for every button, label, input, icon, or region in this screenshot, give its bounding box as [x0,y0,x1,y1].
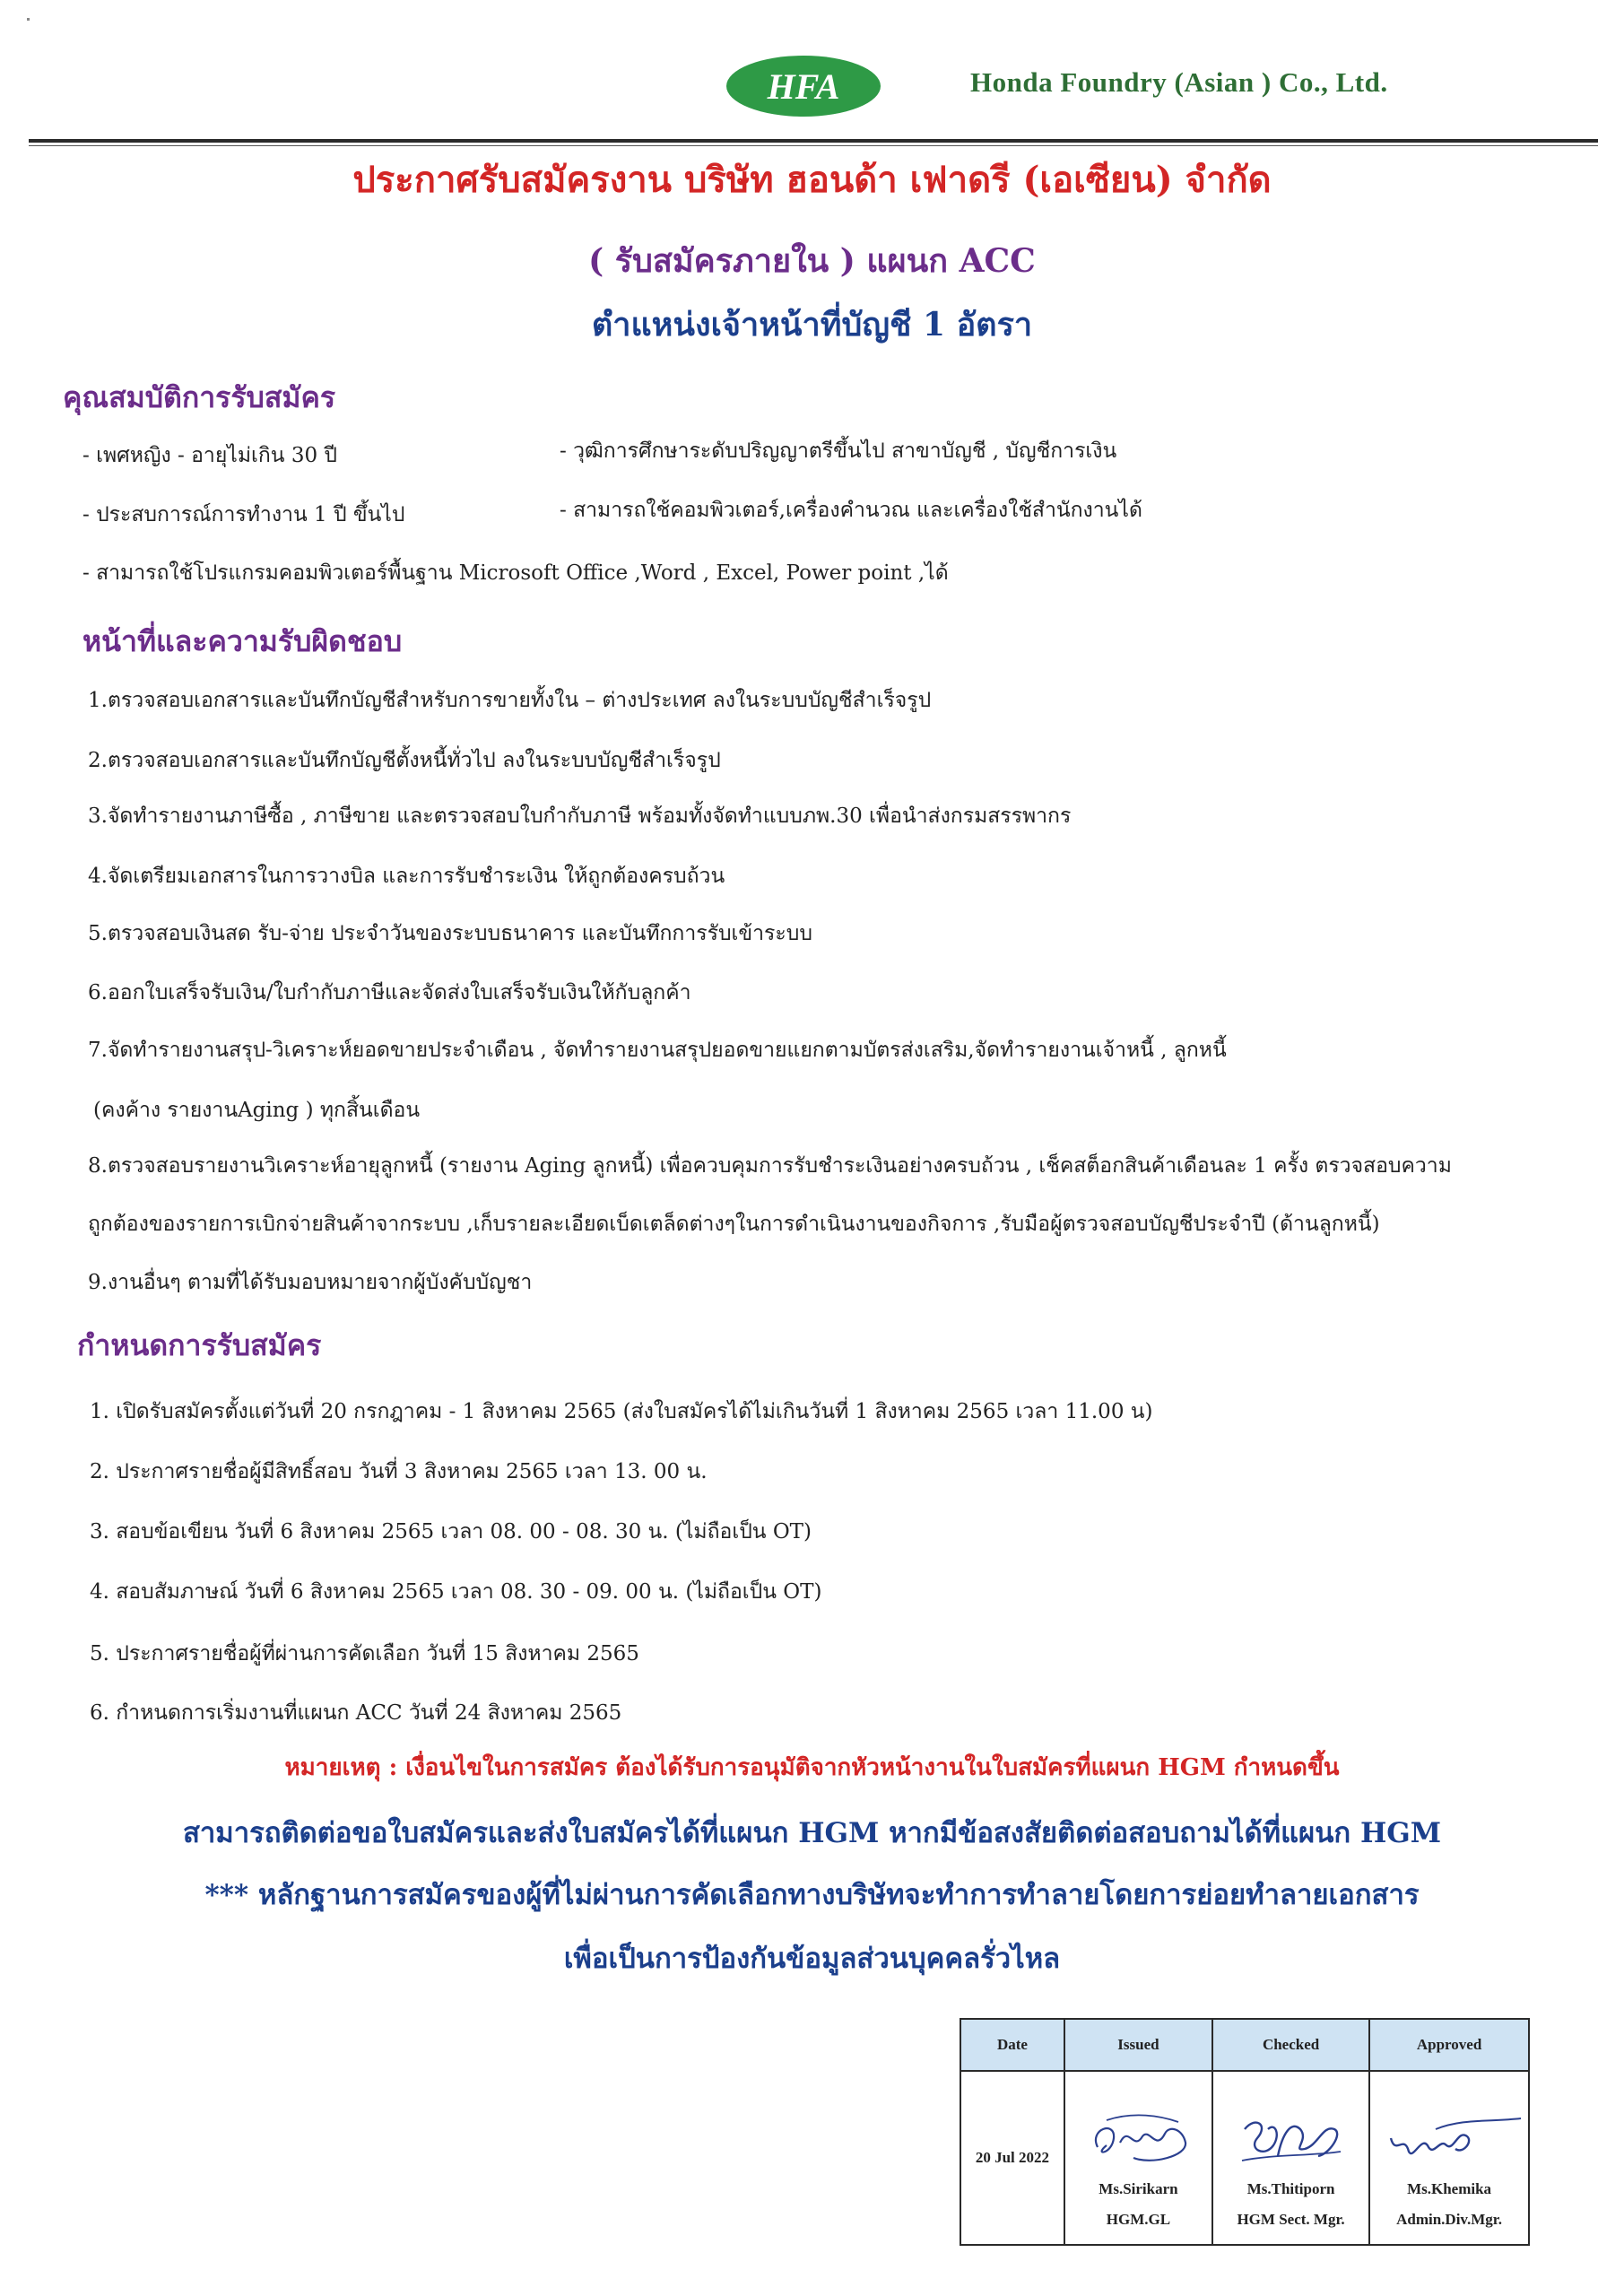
duty-item: 2.ตรวจสอบเอกสารและบันทึกบัญชีตั้งหนี้ทั่วไป ลงในระบบบัญชีสำเร็จรูป [88,749,721,772]
company-name: Honda Foundry (Asian ) Co., Ltd. [970,66,1388,98]
qualification-item: - ประสบการณ์การทำงาน 1 ปี ขึ้นไป [83,503,405,526]
duty-item-continued: (คงค้าง รายงานAging ) ทุกสิ้นเดือน [93,1099,421,1122]
header-rule [29,139,1598,143]
privacy-line: เพื่อเป็นการป้องกันข้อมูลส่วนบุคคลรั่วไหล [563,1943,1061,1975]
scan-mark [27,18,30,21]
duty-item: 7.จัดทำรายงานสรุป-วิเคราะห์ยอดขายประจำเดือน , จัดทำรายงานสรุปยอดขายแยกตามบัตรส่งเสริม,จัดทำรายงานเจ้าหนี้ , ลูกหนี้ [88,1039,1227,1062]
header-approved: Approved [1369,2019,1529,2071]
qualifications-heading: คุณสมบัติการรับสมัคร [63,380,336,414]
duty-item: 6.ออกใบเสร็จรับเงิน/ใบกำกับภาษีและจัดส่งใบเสร็จรับเงินให้กับลูกค้า [88,981,691,1004]
issued-cell [1064,2071,1212,2245]
duty-item: 9.งานอื่นๆ ตามที่ได้รับมอบหมายจากผู้บังคับบัญชา [88,1271,533,1294]
announcement-title: ประกาศรับสมัครงาน บริษัท ฮอนด้า เฟาดรี (เอเซียน) จำกัด [352,159,1272,201]
contact-line: สามารถติดต่อขอใบสมัครและส่งใบสมัครได้ที่แผนก HGM หากมีข้อสงสัยติดต่อสอบถามได้ที่แผนก HGM [182,1817,1442,1849]
qualification-item: - สามารถใช้โปรแกรมคอมพิวเตอร์พื้นฐาน Microsoft Office ,Word , Excel, Power point ,ได้ [83,561,949,585]
privacy-line: *** หลักฐานการสมัครของผู้ที่ไม่ผ่านการคัดเลือกทางบริษัทจะทำการทำลายโดยการย่อยทำลายเอกสาร [204,1879,1420,1911]
logo-text: HFA [767,66,840,107]
checked-signature [1213,2072,1368,2174]
duty-item: 1.ตรวจสอบเอกสารและบันทึกบัญชีสำหรับการขายทั้งใน – ต่างประเทศ ลงในระบบบัญชีสำเร็จรูป [88,689,932,712]
schedule-item: 6. กำหนดการเริ่มงานที่แผนก ACC วันที่ 24 สิงหาคม 2565 [90,1701,622,1725]
schedule-heading: กำหนดการรับสมัคร [77,1328,322,1362]
schedule-item: 4. สอบสัมภาษณ์ วันที่ 6 สิงหาคม 2565 เวลา 08. 30 - 09. 00 น. (ไม่ถือเป็น OT) [90,1580,822,1604]
approved-name: Ms.Khemika [1407,2180,1492,2197]
approval-date: 20 Jul 2022 [960,2071,1064,2245]
duty-item: 8.ตรวจสอบรายงานวิเคราะห์อายุลูกหนี้ (รายงาน Aging ลูกหนี้) เพื่อควบคุมการรับชำระเงินอย่างครบถ้วน , เช็คสต็อกสินค้าเดือนละ 1 ครั้ง ตรวจสอบความ [88,1154,1452,1178]
checked-name: Ms.Thitiporn [1246,2180,1335,2197]
approved-title: Admin.Div.Mgr. [1396,2211,1503,2228]
duty-item: 5.ตรวจสอบเงินสด รับ-จ่าย ประจำวันของระบบธนาคาร และบันทึกการรับเข้าระบบ [88,922,812,945]
duty-item-continued: ถูกต้องของรายการเบิกจ่ายสินค้าจากระบบ ,เก็บรายละเอียดเบ็ดเตล็ดต่างๆในการดำเนินงานของกิจการ ,รับมือผู้ตรวจสอบบัญชีประจำปี (ด้านลูกหนี้) [88,1213,1380,1236]
duties-heading: หน้าที่และความรับผิดชอบ [83,624,403,658]
approved-signature [1370,2072,1528,2174]
checked-cell [1212,2071,1369,2245]
internal-department-subtitle: ( รับสมัครภายใน ) แผนก ACC [588,242,1036,280]
issued-signature [1065,2072,1211,2174]
schedule-item: 3. สอบข้อเขียน วันที่ 6 สิงหาคม 2565 เวลา 08. 00 - 08. 30 น. (ไม่ถือเป็น OT) [90,1520,812,1544]
checked-title: HGM Sect. Mgr. [1237,2211,1345,2228]
remark-note: หมายเหตุ : เงื่อนไขในการสมัคร ต้องได้รับการอนุมัติจากหัวหน้างานในใบสมัครที่แผนก HGM กำหนดขึ้น [284,1754,1340,1781]
issued-title: HGM.GL [1106,2211,1171,2228]
header-rule-thin [29,145,1598,146]
hfa-logo [725,54,882,118]
approved-cell [1369,2071,1529,2245]
qualification-item: - เพศหญิง - อายุไม่เกิน 30 ปี [83,444,338,467]
qualification-item: - สามารถใช้คอมพิวเตอร์,เครื่องคำนวณ และเครื่องใช้สำนักงานได้ [560,499,1142,522]
duty-item: 3.จัดทำรายงานภาษีซื้อ , ภาษีขาย และตรวจสอบใบกำกับภาษี พร้อมทั้งจัดทำแบบภพ.30 เพื่อนำส่งกรมสรรพากร [88,804,1072,828]
duty-item: 4.จัดเตรียมเอกสารในการวางบิล และการรับชำระเงิน ให้ถูกต้องครบถ้วน [88,865,725,888]
issued-name: Ms.Sirikarn [1099,2180,1178,2197]
header-date: Date [960,2019,1064,2071]
schedule-item: 5. ประกาศรายชื่อผู้ที่ผ่านการคัดเลือก วันที่ 15 สิงหาคม 2565 [90,1642,639,1665]
schedule-item: 2. ประกาศรายชื่อผู้มีสิทธิ์สอบ วันที่ 3 สิงหาคม 2565 เวลา 13. 00 น. [90,1460,708,1483]
position-subtitle: ตำแหน่งเจ้าหน้าที่บัญชี 1 อัตรา [591,306,1033,344]
schedule-item: 1. เปิดรับสมัครตั้งแต่วันที่ 20 กรกฎาคม - 1 สิงหาคม 2565 (ส่งใบสมัครได้ไม่เกินวันที่ 1 สิงหาคม 2565 เวลา 11.00 น) [90,1400,1153,1423]
header-issued: Issued [1064,2019,1212,2071]
qualification-item: - วุฒิการศึกษาระดับปริญญาตรีขึ้นไป สาขาบัญชี , บัญชีการเงิน [560,439,1117,463]
approval-table [960,2018,1530,2246]
header-checked: Checked [1212,2019,1369,2071]
